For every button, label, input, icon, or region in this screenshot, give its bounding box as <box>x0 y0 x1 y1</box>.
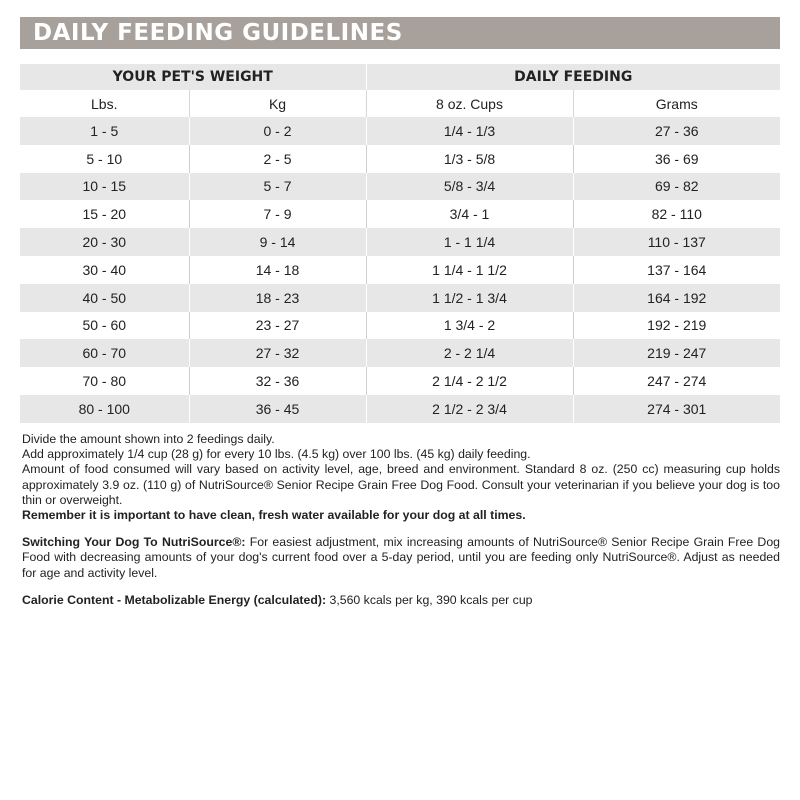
table-row <box>20 256 780 284</box>
table-row <box>20 367 780 395</box>
kg-cell: 9 - 14 <box>189 228 366 256</box>
lbs-cell: 80 - 100 <box>20 395 189 423</box>
page-title: DAILY FEEDING GUIDELINES <box>33 20 403 46</box>
lbs-cell: 20 - 30 <box>20 228 189 256</box>
group-header-row <box>20 64 780 90</box>
cups-cell: 1 1/2 - 1 3/4 <box>366 284 573 312</box>
table-row <box>20 200 780 228</box>
note-calorie <box>22 593 780 608</box>
spacer <box>22 523 780 535</box>
kg-header: Kg <box>189 90 366 117</box>
kg-cell: 2 - 5 <box>189 145 366 173</box>
kg-cell: 5 - 7 <box>189 173 366 201</box>
lbs-cell: 30 - 40 <box>20 256 189 284</box>
grams-cell: 36 - 69 <box>654 150 699 167</box>
cups-cell: 1/4 - 1/3 <box>366 117 573 145</box>
kg-cell: 7 - 9 <box>189 200 366 228</box>
kg-cell: 23 - 27 <box>189 312 366 340</box>
grams-cell: 27 - 36 <box>573 117 780 145</box>
note-amount: Amount of food consumed will vary based on activity level, age, breed and environment. Standard 8 oz. (250 cc) measuring cup holds approximately 3.9 oz. (110 g) of NutriSource® Senior Recipe Grain Free Dog Food. Consult your veterinarian if you believe your dog is too thin or overweight. <box>22 462 780 507</box>
table-row <box>20 145 780 173</box>
table-row <box>20 117 780 145</box>
lbs-cell: 1 - 5 <box>20 117 189 145</box>
switching-label: Switching Your Dog To NutriSource®: <box>22 535 246 550</box>
lbs-cell: 70 - 80 <box>20 367 189 395</box>
note-switching <box>22 535 780 581</box>
grams-cell: 137 - 164 <box>647 261 707 278</box>
note-add-cup: Add approximately 1/4 cup (28 g) for every 10 lbs. (4.5 kg) over 100 lbs. (45 kg) daily feeding. <box>22 447 531 462</box>
weight-group-header: YOUR PET'S WEIGHT <box>20 64 366 90</box>
table-row <box>20 395 780 423</box>
kg-cell: 0 - 2 <box>189 117 366 145</box>
feeding-group-header: DAILY FEEDING <box>366 64 780 90</box>
kg-cell: 36 - 45 <box>189 395 366 423</box>
grams-cell: 247 - 274 <box>647 373 707 390</box>
lbs-cell: 10 - 15 <box>20 173 189 201</box>
grams-cell: 219 - 247 <box>573 339 780 367</box>
cups-cell: 1 - 1 1/4 <box>366 228 573 256</box>
cups-cell: 1/3 - 5/8 <box>366 145 573 173</box>
grams-cell: 69 - 82 <box>573 173 780 201</box>
cups-cell: 3/4 - 1 <box>366 200 573 228</box>
cups-header: 8 oz. Cups <box>366 90 573 117</box>
spacer <box>22 581 780 593</box>
feeding-notes <box>22 432 780 608</box>
table-row <box>20 173 780 201</box>
grams-cell: 110 - 137 <box>573 228 780 256</box>
note-water: Remember it is important to have clean, fresh water available for your dog at all times. <box>22 508 526 523</box>
lbs-header: Lbs. <box>20 90 189 117</box>
table-row <box>20 312 780 340</box>
cups-cell: 2 1/2 - 2 3/4 <box>366 395 573 423</box>
lbs-cell: 60 - 70 <box>20 339 189 367</box>
grams-cell: 82 - 110 <box>651 206 702 223</box>
table-row <box>20 339 780 367</box>
cups-cell: 5/8 - 3/4 <box>366 173 573 201</box>
cups-cell: 1 1/4 - 1 1/2 <box>366 256 573 284</box>
grams-header: Grams <box>655 95 698 112</box>
lbs-cell: 15 - 20 <box>20 200 189 228</box>
kg-cell: 32 - 36 <box>189 367 366 395</box>
kg-cell: 18 - 23 <box>189 284 366 312</box>
lbs-cell: 5 - 10 <box>20 145 189 173</box>
title-banner <box>20 17 780 49</box>
calorie-text: 3,560 kcals per kg, 390 kcals per cup <box>326 592 533 607</box>
note-divide: Divide the amount shown into 2 feedings daily. <box>22 432 275 446</box>
unit-header-row <box>20 90 780 117</box>
grams-cell: 274 - 301 <box>573 395 780 423</box>
switching-text: For easiest adjustment, mix increasing amounts of NutriSource® Senior Recipe Grain Free Dog Food with decreasing amounts of your dog's current food over a 5-day period, until you are feeding only NutriSource®. Adjust as needed for age and activity level. <box>22 535 780 580</box>
table-row <box>20 284 780 312</box>
kg-cell: 14 - 18 <box>189 256 366 284</box>
grams-cell: 164 - 192 <box>573 284 780 312</box>
cups-cell: 2 1/4 - 2 1/2 <box>366 367 573 395</box>
lbs-cell: 50 - 60 <box>20 312 189 340</box>
kg-cell: 27 - 32 <box>189 339 366 367</box>
cups-cell: 1 3/4 - 2 <box>366 312 573 340</box>
table-row <box>20 228 780 256</box>
lbs-cell: 40 - 50 <box>20 284 189 312</box>
calorie-label: Calorie Content - Metabolizable Energy (calculated): <box>22 592 327 607</box>
grams-cell: 192 - 219 <box>647 317 707 334</box>
cups-cell: 2 - 2 1/4 <box>366 339 573 367</box>
feeding-table <box>20 64 780 423</box>
